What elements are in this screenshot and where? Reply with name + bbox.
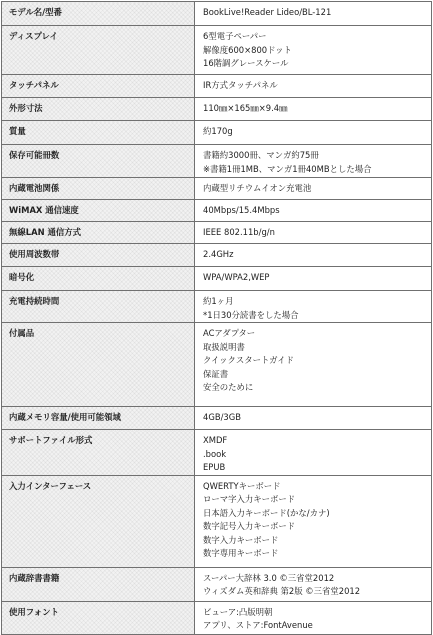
spec-row xyxy=(2,567,432,601)
spec-label: サポートファイル形式 xyxy=(2,430,195,476)
spec-value-line: ローマ字入力キーボード xyxy=(203,494,296,504)
spec-label: モデル名/型番 xyxy=(2,2,195,26)
spec-value-line: IEEE 802.11b/g/n xyxy=(203,227,275,237)
spec-label: 使用周波数帯 xyxy=(2,244,195,267)
spec-value-line: WPA/WPA2,WEP xyxy=(203,272,270,282)
spec-value-line: 4GB/3GB xyxy=(203,412,241,422)
spec-value xyxy=(195,222,432,244)
spec-value-line: 6型電子ペーパー xyxy=(203,31,267,41)
spec-label: 外形寸法 xyxy=(2,98,195,121)
spec-value xyxy=(195,98,432,121)
spec-row xyxy=(2,323,432,407)
spec-value xyxy=(195,244,432,267)
spec-value xyxy=(195,601,432,634)
spec-value-line: クイックスタートガイド xyxy=(203,355,294,365)
spec-value xyxy=(195,430,432,476)
spec-value-line: .book xyxy=(203,448,227,459)
spec-label: WiMAX 通信速度 xyxy=(2,200,195,222)
spec-value-line: アプリ、ストア:FontAvenue xyxy=(203,620,313,630)
spec-row xyxy=(2,121,432,145)
spec-value-line: EPUB xyxy=(203,462,226,472)
spec-label: 内蔵メモリ容量/使用可能領域 xyxy=(2,407,195,430)
spec-value-line: IR方式タッチパネル xyxy=(203,80,278,90)
spec-value-line: *1日30分読書をした場合 xyxy=(203,309,299,320)
spec-value xyxy=(195,475,432,567)
spec-label: 質量 xyxy=(2,121,195,145)
spec-value-line: 16階調グレースケール xyxy=(203,58,289,68)
spec-value xyxy=(195,178,432,200)
spec-value xyxy=(195,75,432,98)
spec-row xyxy=(2,178,432,200)
spec-value-line: 2.4GHz xyxy=(203,249,234,259)
spec-value-line: 日本語入力キーボード(かな/カナ) xyxy=(203,507,330,518)
spec-row xyxy=(2,26,432,75)
spec-value xyxy=(195,291,432,323)
spec-value-line: 解像度600×800ドット xyxy=(203,44,292,55)
spec-table-body xyxy=(2,2,432,635)
spec-value-line: ACアダプター xyxy=(203,328,256,338)
spec-value xyxy=(195,26,432,75)
spec-label: 付属品 xyxy=(2,323,195,407)
spec-value-line: 110㎜×165㎜×9.4㎜ xyxy=(203,103,288,113)
spec-label: 内蔵辞書書籍 xyxy=(2,567,195,601)
spec-value-line: ※書籍1冊1MB、マンガ1冊40MBとした場合 xyxy=(203,163,372,174)
spec-label: 充電持続時間 xyxy=(2,291,195,323)
spec-value-line: 数字入力キーボード xyxy=(203,534,279,545)
spec-row xyxy=(2,407,432,430)
spec-row xyxy=(2,75,432,98)
spec-value xyxy=(195,323,432,407)
spec-value-line: 安全のために xyxy=(203,382,254,392)
spec-value-line: XMDF xyxy=(203,435,228,445)
spec-row xyxy=(2,267,432,291)
spec-row xyxy=(2,430,432,476)
spec-row xyxy=(2,244,432,267)
spec-row xyxy=(2,2,432,26)
spec-label: 内蔵電池関係 xyxy=(2,178,195,200)
spec-row xyxy=(2,222,432,244)
spec-value-line: 取扱説明書 xyxy=(203,341,245,352)
spec-label: 入力インターフェース xyxy=(2,475,195,567)
spec-value xyxy=(195,121,432,145)
spec-row xyxy=(2,291,432,323)
spec-row xyxy=(2,98,432,121)
spec-value-line: ウィズダム英和辞典 第2版 ©三省堂2012 xyxy=(203,586,361,596)
spec-value-line: 40Mbps/15.4Mbps xyxy=(203,205,280,215)
spec-value-line: ビューア:凸版明朝 xyxy=(203,606,273,617)
spec-value-line: QWERTYキーボード xyxy=(203,480,281,491)
spec-value-line: 書籍約3000冊、マンガ約75冊 xyxy=(203,150,319,160)
spec-value-line: 内蔵型リチウムイオン充電池 xyxy=(203,183,312,193)
spec-value xyxy=(195,2,432,26)
spec-label: 使用フォント xyxy=(2,601,195,634)
spec-value-line: 保証書 xyxy=(203,368,229,379)
spec-value xyxy=(195,567,432,601)
spec-value xyxy=(195,267,432,291)
spec-value-line: スーパー大辞林 3.0 ©三省堂2012 xyxy=(203,572,335,583)
spec-row xyxy=(2,145,432,178)
spec-label: タッチパネル xyxy=(2,75,195,98)
spec-row xyxy=(2,200,432,222)
spec-label: 無線LAN 通信方式 xyxy=(2,222,195,244)
spec-value-line: 数字記号入力キーボード xyxy=(203,521,296,531)
spec-row xyxy=(2,475,432,567)
spec-value xyxy=(195,407,432,430)
spec-value-line: 約170g xyxy=(203,126,233,136)
spec-value-line: 約1ヶ月 xyxy=(203,296,234,306)
spec-table xyxy=(1,1,432,635)
spec-value xyxy=(195,145,432,178)
spec-value xyxy=(195,200,432,222)
spec-label: 保存可能冊数 xyxy=(2,145,195,178)
spec-value-line: 数字専用キーボード xyxy=(203,548,279,558)
spec-row xyxy=(2,601,432,634)
spec-label: ディスプレイ xyxy=(2,26,195,75)
spec-value-line: BookLive!Reader Lideo/BL-121 xyxy=(203,7,332,17)
spec-label: 暗号化 xyxy=(2,267,195,291)
